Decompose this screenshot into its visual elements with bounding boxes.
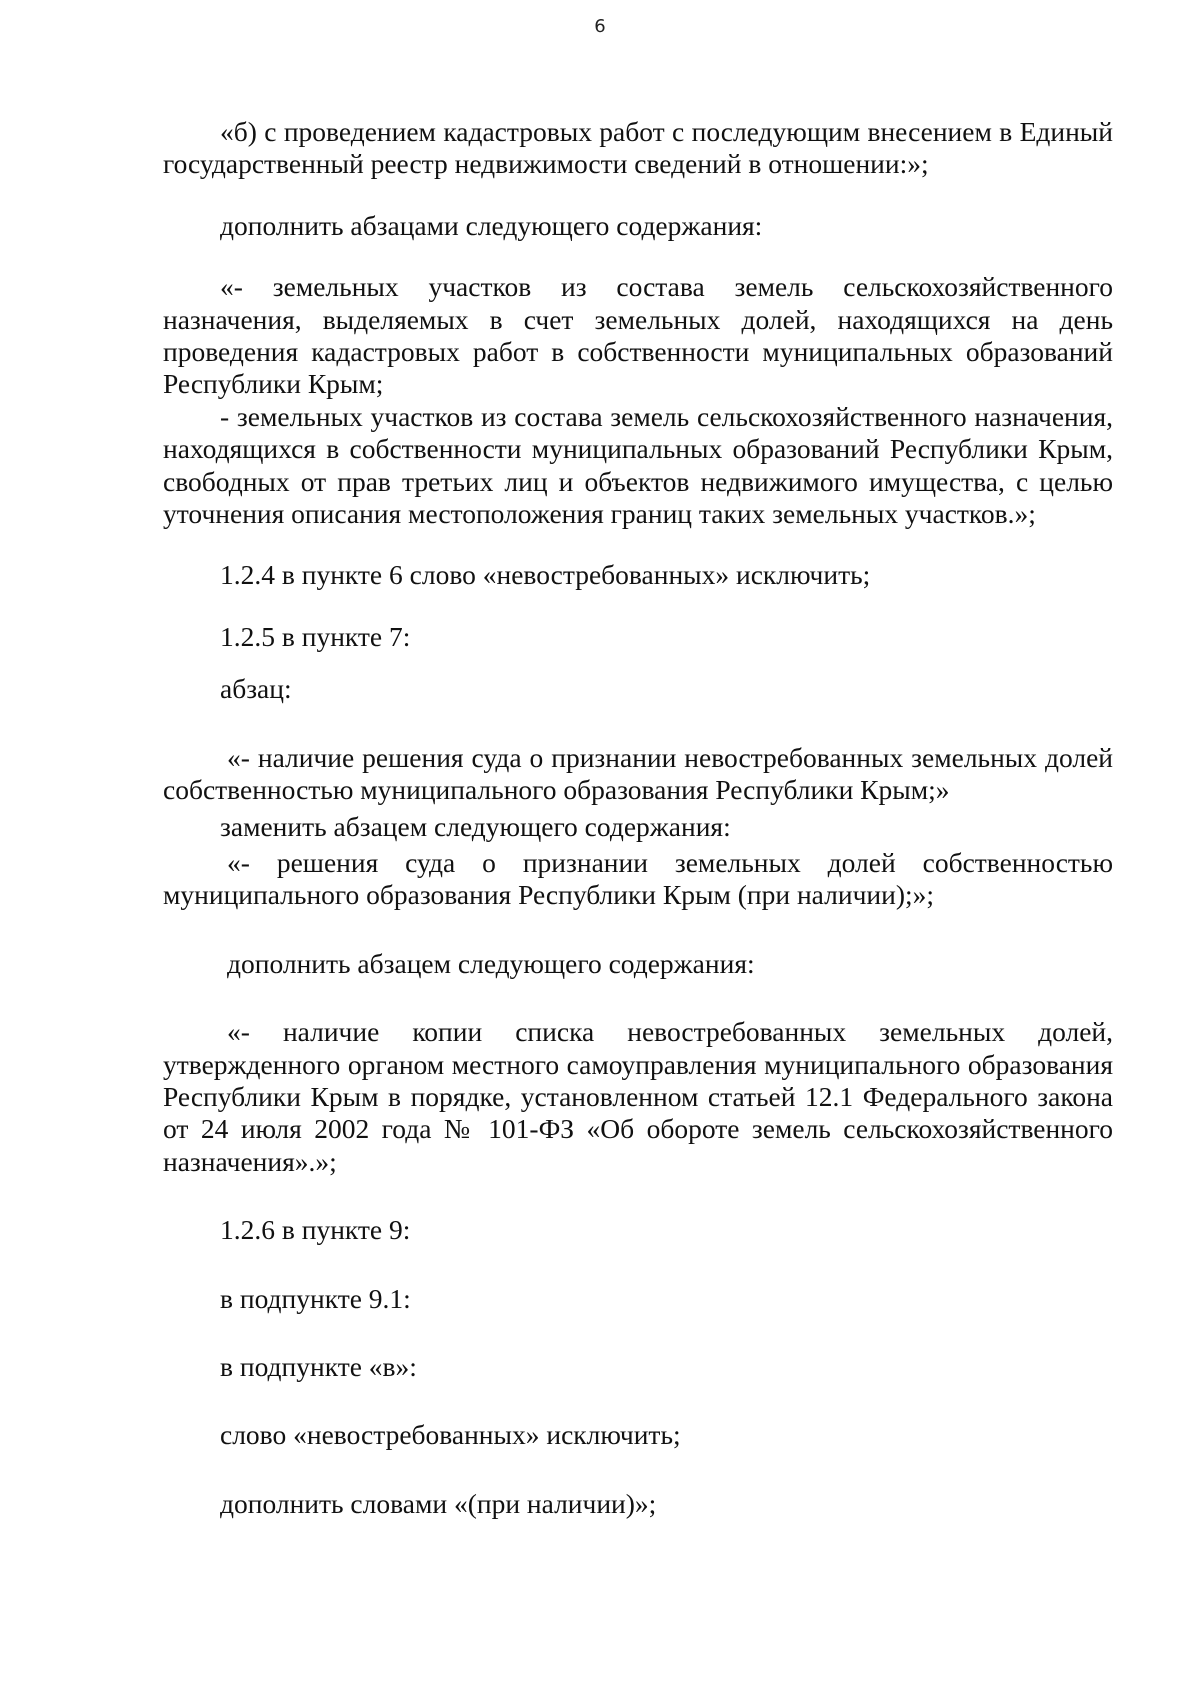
paragraph-land-plots-free: - земельных участков из состава земель сельскохозяйственного назначения, находящихся в собственности муниципальных образований Республики Крым, свободных от прав третьих лиц и объектов недвижимого имущества, с целью уточнения описания местоположения границ таких земельных участков.»; (163, 400, 1113, 530)
paragraph-land-plots-shares: «- земельных участков из состава земель сельскохозяйственного назначения, выделяемых в счет земельных долей, находящихся на день проведения кадастровых работ в собственности муниципальных образований Республики Крым; (163, 271, 1113, 400)
paragraph-subpoint-b: «б) с проведением кадастровых работ с последующим внесением в Единый государственный реестр недвижимости сведений в отношении:»; (163, 116, 1113, 180)
paragraph-1-2-4: 1.2.4 в пункте 6 слово «невостребованных» исключить; (220, 559, 871, 591)
paragraph-1-2-5: 1.2.5 в пункте 7: (220, 620, 411, 652)
paragraph-abzac-label: абзац: (220, 673, 292, 705)
paragraph-replace-abzac: заменить абзацем следующего содержания: (220, 810, 731, 842)
paragraph-subpoint-v: в подпункте «в»: (220, 1350, 417, 1382)
page-number: 6 (594, 16, 606, 37)
paragraph-1-2-6: 1.2.6 в пункте 9: (220, 1214, 411, 1246)
paragraph-new-court-decision: «- решения суда о признании земельных долей собственностью муниципального образования Республики Крым (при наличии);»; (163, 846, 1113, 911)
paragraph-subpoint-9-1: в подпункте 9.1: (220, 1282, 411, 1314)
paragraph-old-court-decision: «- наличие решения суда о признании невостребованных земельных долей собственностью муниципального образования Республики Крым;» (163, 741, 1113, 806)
paragraph-add-abzacy: дополнить абзацами следующего содержания: (220, 209, 763, 241)
paragraph-remove-word: слово «невостребованных» исключить; (220, 1419, 681, 1451)
paragraph-list-copy: «- наличие копии списка невостребованных земельных долей, утвержденного органом местного самоуправления муниципального образования Республики Крым в порядке, установленном статьей 12.1 Федерального закона от 24 июля 2002 года № 101-ФЗ «Об обороте земель сельскохозяйственного назначения».»; (163, 1016, 1113, 1177)
paragraph-add-abzac: дополнить абзацем следующего содержания: (227, 947, 755, 979)
paragraph-add-words: дополнить словами «(при наличии)»; (220, 1487, 657, 1519)
document-body (163, 116, 1113, 1520)
